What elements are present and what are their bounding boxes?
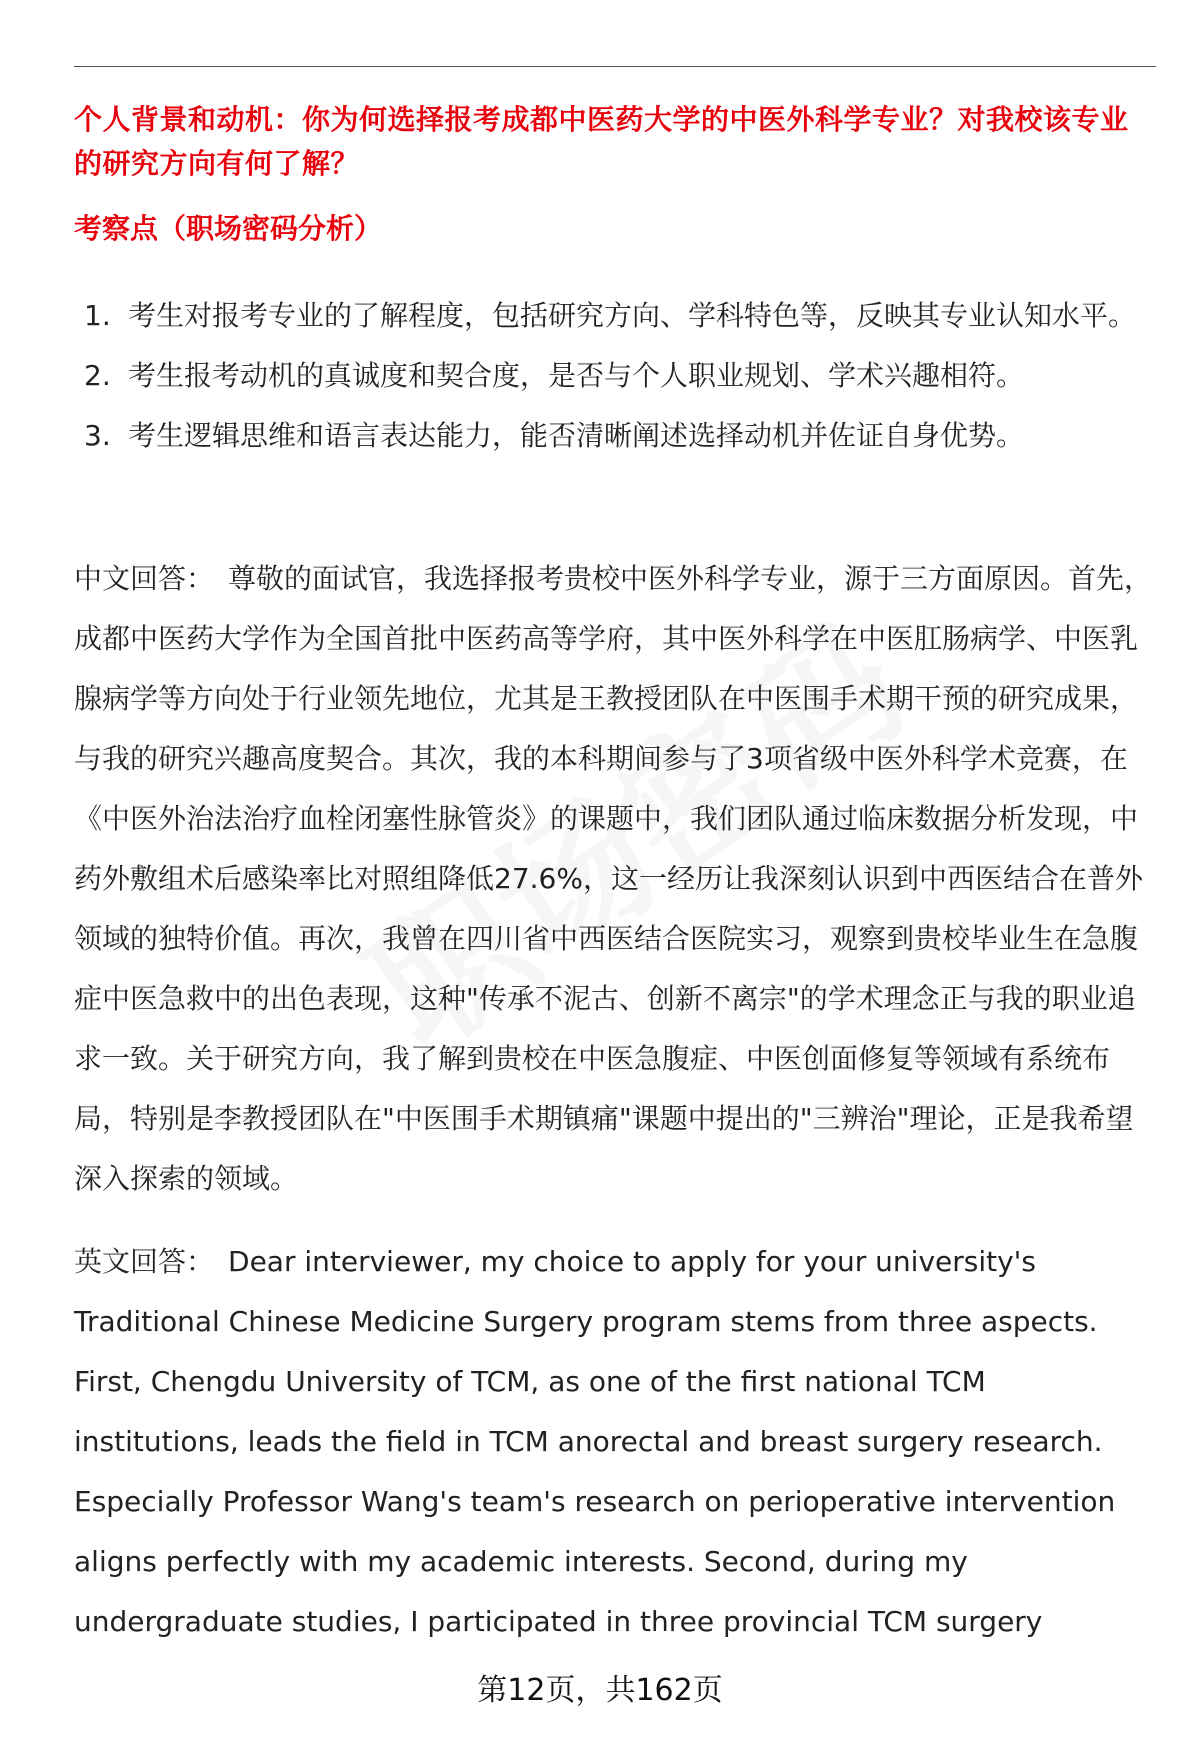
list-item — [74, 286, 1156, 346]
list-item — [74, 346, 1156, 406]
chinese-answer — [74, 549, 1156, 1209]
top-divider — [74, 66, 1156, 67]
english-answer — [74, 1232, 1156, 1652]
page-number: 第12页，共162页 — [477, 1673, 723, 1708]
list-item-text: 考生对报考专业的了解程度，包括研究方向、学科特色等，反映其专业认知水平。 — [128, 299, 1137, 332]
list-item-text: 考生逻辑思维和语言表达能力，能否清晰阐述选择动机并佐证自身优势。 — [128, 419, 1025, 452]
assessment-points-list — [74, 286, 1156, 466]
list-item-number: 1. — [84, 299, 111, 332]
chinese-answer-label: 中文回答： — [74, 562, 215, 595]
list-item — [74, 406, 1156, 466]
list-item-number: 2. — [84, 359, 111, 392]
list-item-text: 考生报考动机的真诚度和契合度，是否与个人职业规划、学术兴趣相符。 — [128, 359, 1025, 392]
english-answer-text: Dear interviewer, my choice to apply for your university's Traditional Chinese Medicine Surgery program stems from three aspects. First, Chengdu University of TCM, as one of the first national TCM institutions, leads the field in TCM anorectal and breast surgery research. Especially Professor Wang's team's research on perioperative intervention aligns perfectly with my academic interests. Second, during my undergraduate studies, I participated in three provincial TCM surgery — [74, 1245, 1116, 1638]
question-heading: 个人背景和动机：你为何选择报考成都中医药大学的中医外科学专业？对我校该专业的研究方向有何了解？ — [74, 103, 1129, 180]
list-item-number: 3. — [84, 419, 111, 452]
chinese-answer-text: 尊敬的面试官，我选择报考贵校中医外科学专业，源于三方面原因。首先，成都中医药大学作为全国首批中医药高等学府，其中医外科学在中医肛肠病学、中医乳腺病学等方向处于行业领先地位，尤其是王教授团队在中医围手术期干预的研究成果，与我的研究兴趣高度契合。其次，我的本科期间参与了3项省级中医外科学术竞赛，在《中医外治法治疗血栓闭塞性脉管炎》的课题中，我们团队通过临床数据分析发现，中药外敷组术后感染率比对照组降低27.6%，这一经历让我深刻认识到中西医结合在普外领域的独特价值。再次，我曾在四川省中西医结合医院实习，观察到贵校毕业生在急腹症中医急救中的出色表现，这种"传承不泥古、创新不离宗"的学术理念正与我的职业追求一致。关于研究方向，我了解到贵校在中医急腹症、中医创面修复等领域有系统布局，特别是李教授团队在"中医围手术期镇痛"课题中提出的"三辨治"理论，正是我希望深入探索的领域。 — [74, 562, 1153, 1195]
assessment-title: 考察点（职场密码分析） — [74, 212, 383, 245]
english-answer-label: 英文回答： — [74, 1245, 215, 1278]
